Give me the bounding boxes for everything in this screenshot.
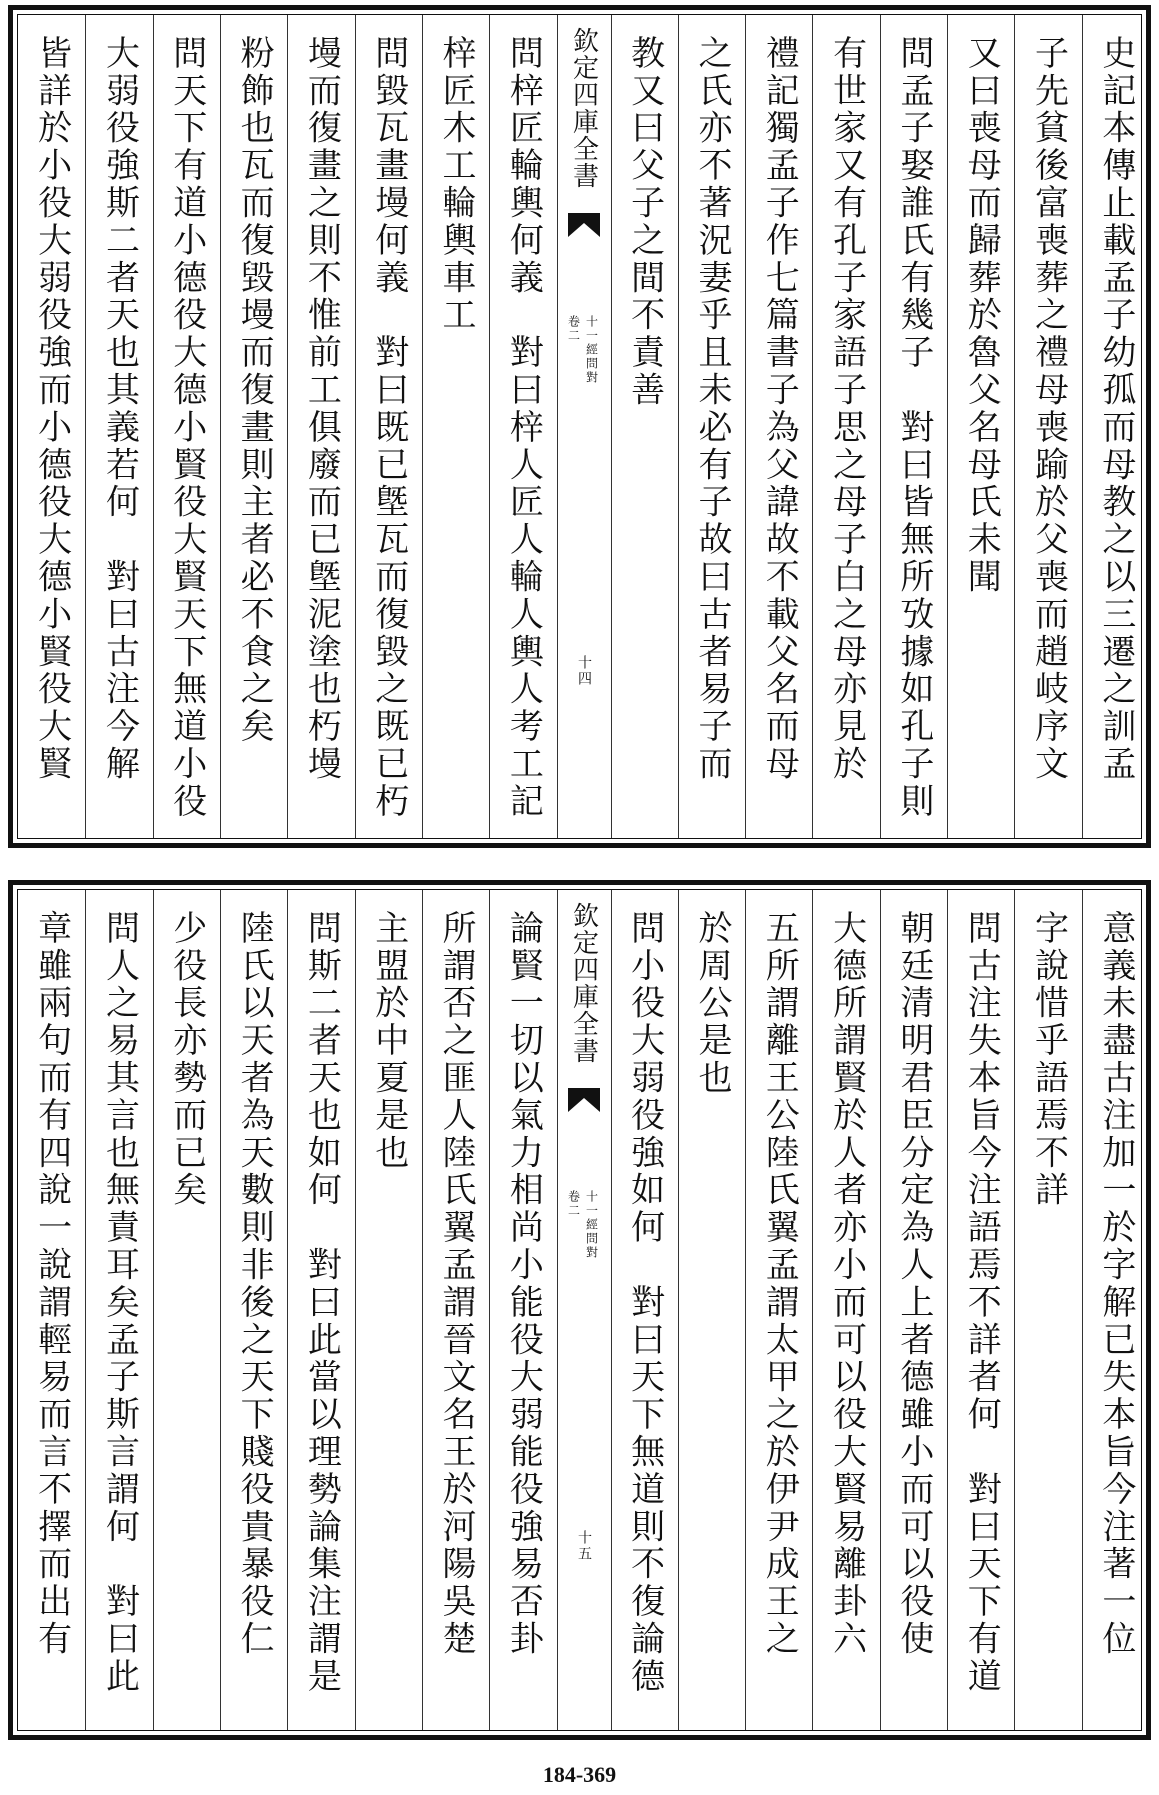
text-column [745,15,812,838]
column-text: 問天下有道小德役大德小賢役大賢天下無道小役 [166,35,207,821]
spine-folio: 十四 [576,655,592,687]
column-text: 史記本傳止載孟子幼孤而母教之以三遷之訓孟 [1095,35,1136,783]
column-text: 大德所謂賢於人者亦小而可以役大賢易離卦六 [826,910,867,1658]
top-page [8,5,1151,848]
column-text: 朝廷清明君臣分定為人上者德雖小而可以役使 [893,910,934,1658]
column-text: 問梓匠輪輿何義 對曰梓人匠人輪人輿人考工記 [503,35,544,821]
bottom-page-columns [18,890,1141,1730]
top-page-columns [18,15,1141,838]
text-column [18,890,85,1730]
text-column [880,890,947,1730]
text-column [153,890,220,1730]
column-text: 墁而復畫之則不惟前工俱廢而已墍泥塗也朽墁 [301,35,342,783]
spine-title: 欽定四庫全書 [568,27,599,189]
column-text: 五所謂離王公陸氏翼孟謂太甲之於伊尹成王之 [759,910,800,1658]
text-column [220,890,287,1730]
column-text: 大弱役強斯二者天也其義若何 對曰古注今解 [99,35,140,783]
column-text: 問斯二者天也如何 對曰此當以理勢論集注謂是 [301,910,342,1696]
column-text: 子先貧後富喪葬之禮母喪踰於父喪而趙岐序文 [1028,35,1069,783]
text-column [812,890,879,1730]
text-column [422,890,489,1730]
column-text: 所謂否之匪人陸氏翼孟謂晉文名王於河陽吳楚 [436,910,477,1658]
column-text: 字說惜乎語焉不詳 [1028,910,1069,1210]
text-column [85,890,152,1730]
column-text: 問小役大弱役強如何 對曰天下無道則不復論德 [624,910,665,1696]
center-spine [557,890,611,1730]
column-text: 又曰喪母而歸葬於魯父名母氏未聞 [961,35,1002,596]
text-column [1014,15,1081,838]
text-column [422,15,489,838]
spine-section: 十一經問對 [584,315,599,385]
text-column [880,15,947,838]
text-column [812,15,879,838]
column-text: 章雖兩句而有四說一說謂輕易而言不擇而出有 [31,910,72,1658]
text-column [287,15,354,838]
column-text: 問古注失本旨今注語焉不詳者何 對曰天下有道 [961,910,1002,1696]
text-column [355,890,422,1730]
text-column [745,890,812,1730]
text-column [1082,890,1149,1730]
text-column [85,15,152,838]
fishtail-mark-icon [568,213,600,237]
spine-title: 欽定四庫全書 [568,902,599,1064]
bottom-page-frame [17,889,1142,1731]
fishtail-mark-icon [568,1088,600,1112]
spine-section: 十一經問對 [584,1190,599,1260]
column-text: 問孟子娶誰氏有幾子 對曰皆無所攷據如孔子則 [893,35,934,821]
column-text: 主盟於中夏是也 [368,910,409,1172]
column-text: 問人之易其言也無責耳矣孟子斯言謂何 對曰此 [99,910,140,1696]
text-column [1082,15,1149,838]
spine-folio: 十五 [576,1530,592,1562]
text-column [611,890,678,1730]
column-text: 少役長亦勢而已矣 [166,910,207,1210]
spine-volume: 卷二 [566,1190,581,1218]
column-text: 於周公是也 [691,910,732,1097]
column-text: 禮記獨孟子作七篇書子為父諱故不載父名而母 [759,35,800,783]
column-text: 之氏亦不著況妻乎且未必有子故曰古者易子而 [691,35,732,783]
center-spine [557,15,611,838]
text-column [18,15,85,838]
text-column [678,15,745,838]
top-page-frame [17,14,1142,839]
column-text: 粉飾也瓦而復毀墁而復畫則主者必不食之矣 [234,35,275,746]
spine-volume: 卷二 [566,315,581,343]
text-column [489,15,556,838]
column-text: 有世家又有孔子家語子思之母子白之母亦見於 [826,35,867,783]
text-column [947,890,1014,1730]
bottom-page [8,880,1151,1740]
column-text: 皆詳於小役大弱役強而小德役大德小賢役大賢 [31,35,72,783]
text-column [355,15,422,838]
text-column [1014,890,1081,1730]
text-column [489,890,556,1730]
text-column [611,15,678,838]
text-column [153,15,220,838]
text-column [287,890,354,1730]
column-text: 陸氏以天者為天數則非後之天下賤役貴暴役仁 [234,910,275,1658]
column-text: 意義未盡古注加一於字解已失本旨今注著一位 [1095,910,1136,1658]
column-text: 問毀瓦畫墁何義 對曰既已墍瓦而復毀之既已朽 [368,35,409,821]
page-number: 184-369 [542,1762,617,1787]
column-text: 教又曰父子之間不責善 [624,35,665,409]
column-text: 梓匠木工輪輿車工 [436,35,477,335]
text-column [947,15,1014,838]
text-column [678,890,745,1730]
text-column [220,15,287,838]
column-text: 論賢一切以氣力相尚小能役大弱能役強易否卦 [503,910,544,1658]
